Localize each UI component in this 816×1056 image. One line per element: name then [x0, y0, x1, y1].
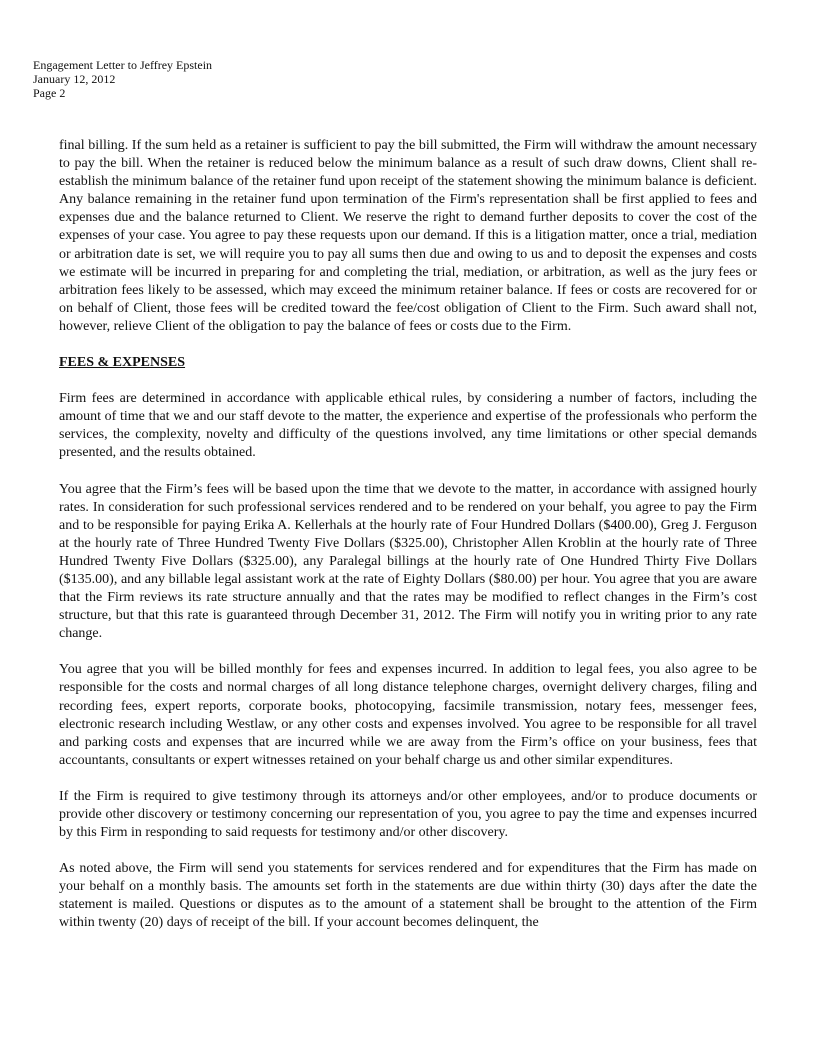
paragraph-statements: As noted above, the Firm will send you statements for services rendered and for expenditures that the Firm has made on your behalf on a monthly basis. The amounts set forth in the statements are due within thirty (30) days after the date the statement is mailed. Questions or disputes as to the amount of a statement shall be brought to the attention of the Firm within twenty (20) days of receipt of the bill. If your account becomes delinquent, the: [59, 861, 757, 931]
header-date: January 12, 2012: [33, 72, 116, 86]
paragraph-fee-factors: Firm fees are determined in accordance with applicable ethical rules, by considering a number of factors, including the amount of time that we and our staff devote to the matter, the experience and expertise of the professionals who perform the services, the complexity, novelty and difficulty of the questions involved, any time limitations or other special demands presented, and the results obtained.: [59, 391, 757, 461]
paragraph-monthly-billing: You agree that you will be billed monthly for fees and expenses incurred. In addition to legal fees, you also agree to be responsible for the costs and normal charges of all long distance telephone charges, overnight delivery charges, filing and recording fees, expert reports, corporate books, photocopying, facsimile transmission, notary fees, messenger fees, electronic research including Westlaw, or any other costs and expenses involved. You agree to be responsible for all travel and parking costs and expenses that are incurred while we are away from the Firm’s office on your business, fees that accountants, consultants or expert witnesses retained on your behalf charge us and other similar expenditures.: [59, 662, 757, 768]
paragraph-retainer-continuation: final billing. If the sum held as a retainer is sufficient to pay the bill submitted, the Firm will withdraw the amount necessary to pay the bill. When the retainer is reduced below the minimum balance as a result of such draw downs, Client shall re-establish the minimum balance of the retainer fund upon receipt of the statement showing the minimum balance is deficient. Any balance remaining in the retainer fund upon termination of the Firm's representation shall be first applied to fees and expenses due and the balance returned to Client. We reserve the right to demand further deposits to cover the cost of the expenses of your case. You agree to pay these requests upon our demand. If this is a litigation matter, once a trial, mediation or arbitration date is set, we will require you to pay all sums then due and owing to us and to deposit the expenses and costs we estimate will be incurred in preparing for and completing the trial, mediation, or arbitration, as well as the jury fees or arbitration fees likely to be assessed, which may exceed the minimum retainer balance. If fees or costs are recovered for or on behalf of Client, those fees will be credited toward the fee/cost obligation of Client to the Firm. Such award shall not, however, relieve Client of the obligation to pay the balance of fees or costs due to the Firm.: [59, 138, 757, 334]
paragraph-hourly-rates: You agree that the Firm’s fees will be based upon the time that we devote to the matter, in accordance with assigned hourly rates. In consideration for such professional services rendered and to be rendered on your behalf, you agree to pay the Firm and to be responsible for paying Erika A. Kellerhals at the hourly rate of Four Hundred Dollars ($400.00), Greg J. Ferguson at the hourly rate of Three Hundred Twenty Five Dollars ($325.00), Christopher Allen Kroblin at the hourly rate of Three Hundred Twenty Five Dollars ($325.00), any Paralegal billings at the hourly rate of One Hundred Thirty Five Dollars ($135.00), and any billable legal assistant work at the rate of Eighty Dollars ($80.00) per hour. You agree that you are aware that the Firm reviews its rate structure annually and that the rates may be modified to reflect changes in the Firm’s cost structure, but that this rate is guaranteed through December 31, 2012. The Firm will notify you in writing prior to any rate change.: [59, 481, 757, 642]
page-header: [33, 58, 212, 100]
letter-body: [59, 137, 757, 951]
paragraph-testimony-costs: If the Firm is required to give testimony through its attorneys and/or other employees, and/or to produce documents or provide other discovery or testimony concerning our representation of you, you agree to pay the time and expenses incurred by this Firm in responding to said requests for testimony and/or other discovery.: [59, 788, 757, 841]
header-letter-title: Engagement Letter to Jeffrey Epstein: [33, 58, 213, 72]
section-heading-fees-expenses: FEES & EXPENSES: [59, 355, 186, 371]
header-page-number: Page 2: [33, 86, 66, 100]
